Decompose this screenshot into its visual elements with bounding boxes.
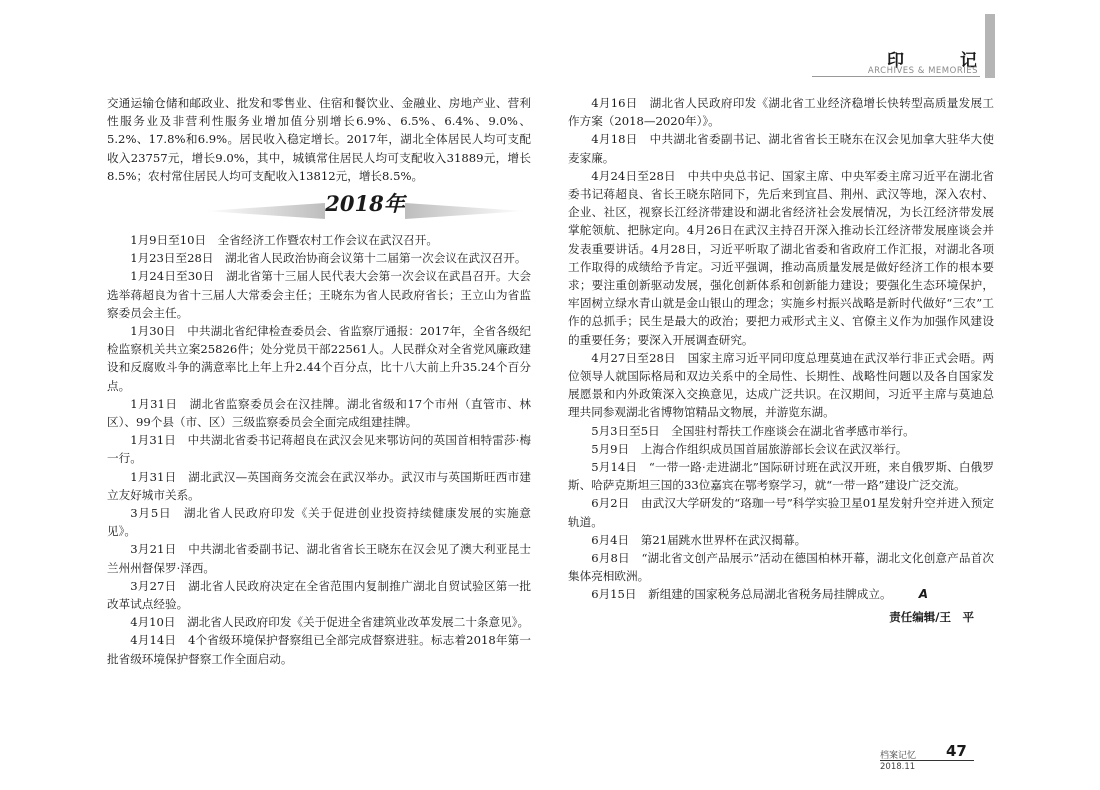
year-heading: 2018年 xyxy=(325,191,405,217)
year-banner xyxy=(107,193,531,227)
entry-paragraph: 1月23日至28日 湖北省人民政治协商会议第十二届第一次会议在武汉召开。 xyxy=(130,251,527,266)
entry-paragraph: 3月27日 湖北省人民政府决定在全省范围内复制推广湖北自贸试验区第一批改革试点经验。 xyxy=(107,578,531,612)
column-title-char-1: 印 xyxy=(887,51,904,71)
year-banner-left-wing xyxy=(205,203,325,219)
entry-paragraph: 4月24日至28日 中共中央总书记、国家主席、中央军委主席习近平在湖北省委书记蒋超良、省长王晓东陪同下，先后来到宜昌、荆州、武汉等地，深入农村、企业、社区，视察长江经济带建设和湖北省经济社会发展情况，为长江经济带发展掌舵领航、把脉定向。4月26日在武汉主持召开深入推动长江经济带发展座谈会并发表重要讲话。4月28日，习近平听取了湖北省委和省政府工作汇报，对湖北各项工作取得的成绩给予肯定。习近平强调，推动高质量发展是做好经济工作的根本要求；要注重创新驱动发展，强化创新体系和创新能力建设；要强化生态环境保护，牢固树立绿水青山就是金山银山的理念；实施乡村振兴战略是新时代做好“三农”工作的总抓手；民生是最大的政治；要把力戒形式主义、官僚主义作为加强作风建设的重要任务；要深入开展调查研究。 xyxy=(568,168,994,347)
entry-paragraph: 1月31日 湖北省监察委员会在汉挂牌。湖北省级和17个市州（直管市、林区）、99个县（市、区）三级监察委员会全面完成组建挂牌。 xyxy=(107,396,531,430)
column-title-char-2: 记 xyxy=(960,51,977,71)
entry-paragraph: 1月24日至30日 湖北省第十三届人民代表大会第一次会议在武昌召开。大会选举蒋超良为省十三届人大常委会主任；王晓东为省人民政府省长；王立山为省监察委员会主任。 xyxy=(107,269,531,320)
entry-paragraph: 6月2日 由武汉大学研发的“珞珈一号”科学实验卫星01星发射升空并进入预定轨道。 xyxy=(568,496,994,529)
entry-paragraph: 5月9日 上海合作组织成员国首届旅游部长会议在武汉举行。 xyxy=(591,441,908,456)
entry-paragraph: 4月10日 湖北省人民政府印发《关于促进全省建筑业改革发展二十条意见》。 xyxy=(130,615,530,630)
last-entry-paragraph xyxy=(568,585,994,603)
year-banner-right-wing xyxy=(405,203,525,219)
left-column xyxy=(107,94,531,668)
entry-paragraph: 1月31日 中共湖北省委书记蒋超良在武汉会见来鄂访问的英国首相特雷莎·梅一行。 xyxy=(107,433,531,466)
entry-paragraph: 3月21日 中共湖北省委副书记、湖北省省长王晓东在汉会见了澳大利亚昆士兰州州督保罗·泽西。 xyxy=(107,542,531,575)
right-column xyxy=(568,94,994,626)
footer-rule xyxy=(880,760,974,761)
header-rule xyxy=(812,76,980,77)
entry-paragraph: 5月3日至5日 全国驻村帮扶工作座谈会在湖北省孝感市举行。 xyxy=(591,423,915,438)
entry-paragraph: 3月5日 湖北省人民政府印发《关于促进创业投资持续健康发展的实施意见》。 xyxy=(107,506,531,539)
issue-date: 2018.11 xyxy=(880,762,916,772)
entry-paragraph: 4月14日 4个省级环境保护督察组已全部完成督察进驻。标志着2018年第一批省级环境保护督察工作全面启动。 xyxy=(107,633,531,666)
footer-magazine-label: 档案记忆 xyxy=(880,751,917,761)
entry-paragraph: 6月4日 第21届跳水世界杯在武汉揭幕。 xyxy=(591,532,807,547)
entry-paragraph: 4月27日至28日 国家主席习近平同印度总理莫迪在武汉举行非正式会晤。两位领导人就国际格局和双边关系中的全局性、长期性、战略性问题以及各自国家发展愿景和内外政策深入交换意见，达成广泛共识。在汉期间，习近平主席与莫迪总理共同参观湖北省博物馆精品文物展，并游览东湖。 xyxy=(568,350,994,420)
header-gray-bar xyxy=(985,14,995,78)
column-subtitle: ARCHIVES & MEMORIES xyxy=(867,66,978,76)
page-number: 47 xyxy=(946,742,967,760)
entry-paragraph: 6月8日 “湖北省文创产品展示”活动在德国柏林开幕，湖北文化创意产品首次集体亮相欧洲。 xyxy=(568,551,994,584)
entry-paragraph: 1月30日 中共湖北省纪律检查委员会、省监察厅通报：2017年，全省各级纪检监察机关共立案25826件；处分党员干部22561人。人民群众对全省党风廉政建设和反腐败斗争的满意率比上年上升2.44个百分点，比十八大前上升35.24个百分点。 xyxy=(107,324,531,393)
intro-paragraph: 交通运输仓储和邮政业、批发和零售业、住宿和餐饮业、金融业、房地产业、营利性服务业及非营利性服务业增加值分别增长6.9%、6.5%、6.4%、9.0%、5.2%、17.8%和6.9%。居民收入稳定增长。2017年，湖北全体居民人均可支配收入23757元，增长9.0%，其中，城镇常住居民人均可支配收入31889元，增长8.5%；农村常住居民人均可支配收入13812元，增长8.5%。 xyxy=(107,96,531,183)
entry-paragraph: 1月9日至10日 全省经济工作暨农村工作会议在武汉召开。 xyxy=(130,233,438,248)
responsible-editor: 责任编辑/王 平 xyxy=(889,609,974,624)
entry-paragraph: 1月31日 湖北武汉—英国商务交流会在武汉举办。武汉市与英国斯旺西市建立友好城市关系。 xyxy=(107,469,531,502)
last-entry-text: 6月15日 新组建的国家税务总局湖北省税务局挂牌成立。 xyxy=(591,587,892,602)
entry-paragraph: 5月14日 “一带一路·走进湖北”国际研讨班在武汉开班，来自俄罗斯、白俄罗斯、哈萨克斯坦三国的33位嘉宾在鄂考察学习，就“一带一路”建设广泛交流。 xyxy=(568,460,994,493)
entry-paragraph: 4月16日 湖北省人民政府印发《湖北省工业经济稳增长快转型高质量发展工作方案（2018—2020年）》。 xyxy=(568,96,994,129)
end-mark-icon: A xyxy=(918,587,929,602)
entry-paragraph: 4月18日 中共湖北省委副书记、湖北省省长王晓东在汉会见加拿大驻华大使麦家廉。 xyxy=(568,132,994,165)
